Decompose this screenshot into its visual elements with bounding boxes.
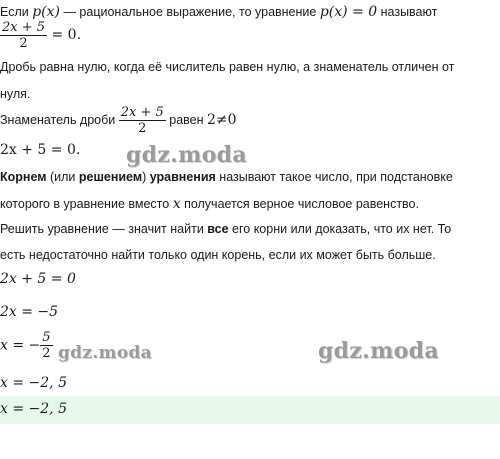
watermark: gdz.moda — [58, 343, 152, 363]
text: называют такое число, при подстановке — [215, 170, 453, 184]
fraction — [0, 20, 47, 51]
math-px: p(x) — [32, 4, 60, 20]
text: называют — [377, 5, 438, 19]
rule-line-2: нуля. — [0, 87, 31, 101]
text: его корни или доказать, что их нет. То — [228, 222, 452, 236]
bold-term: все — [207, 222, 229, 236]
denominator: 2 — [0, 35, 47, 51]
fraction — [40, 330, 52, 361]
bold-term: Корнем — [0, 170, 47, 184]
answer: x = −2, 5 — [0, 401, 67, 417]
text: Знаменатель дроби — [0, 112, 119, 127]
definition-line-1 — [0, 170, 453, 184]
text: равен — [165, 112, 207, 127]
rule-line-1: Дробь равна нулю, когда её числитель равен нулю, а знаменатель отличен от — [0, 60, 455, 74]
denominator: 2 — [42, 346, 51, 361]
text: Решить уравнение — значит найти — [0, 222, 208, 236]
denominator-line — [0, 105, 237, 136]
numerator: 2x + 5 — [120, 105, 164, 120]
equals-zero: = 0. — [47, 26, 82, 43]
lhs: x = − — [0, 337, 41, 354]
text: получается верное числовое равенство. — [180, 197, 419, 211]
watermark: gdz.moda — [318, 338, 439, 364]
answer-highlight — [0, 396, 500, 424]
equation: 2x + 5 = 0. — [0, 142, 81, 158]
text: Если — [0, 5, 33, 19]
math-equation: p(x) = 0 — [319, 4, 378, 20]
text: которого в уравнение вместо — [0, 197, 173, 211]
fraction — [119, 105, 166, 136]
text: — рациональное выражение, то уравнение — [59, 5, 320, 19]
math-var: x — [172, 196, 181, 212]
task-line-1 — [0, 222, 451, 236]
step-3 — [0, 330, 53, 361]
bold-term: уравнения — [149, 170, 216, 184]
task-line-2: есть недостаточно найти только один корень, если их может быть больше. — [0, 248, 436, 262]
step-1: 2x + 5 = 0 — [0, 271, 76, 287]
intro-line — [0, 4, 437, 20]
watermark: gdz.moda — [126, 142, 247, 168]
text: (или — [46, 170, 79, 184]
text: ) — [142, 170, 150, 184]
bold-term: решением — [78, 170, 143, 184]
definition-line-2 — [0, 196, 419, 212]
step-4: x = −2, 5 — [0, 375, 67, 391]
numerator: 5 — [42, 330, 51, 345]
fraction-equation — [0, 20, 81, 51]
math-inequality: 2≠0 — [207, 111, 237, 128]
numerator: 2x + 5 — [2, 20, 46, 35]
denominator: 2 — [119, 120, 166, 136]
step-2: 2x = −5 — [0, 304, 59, 320]
